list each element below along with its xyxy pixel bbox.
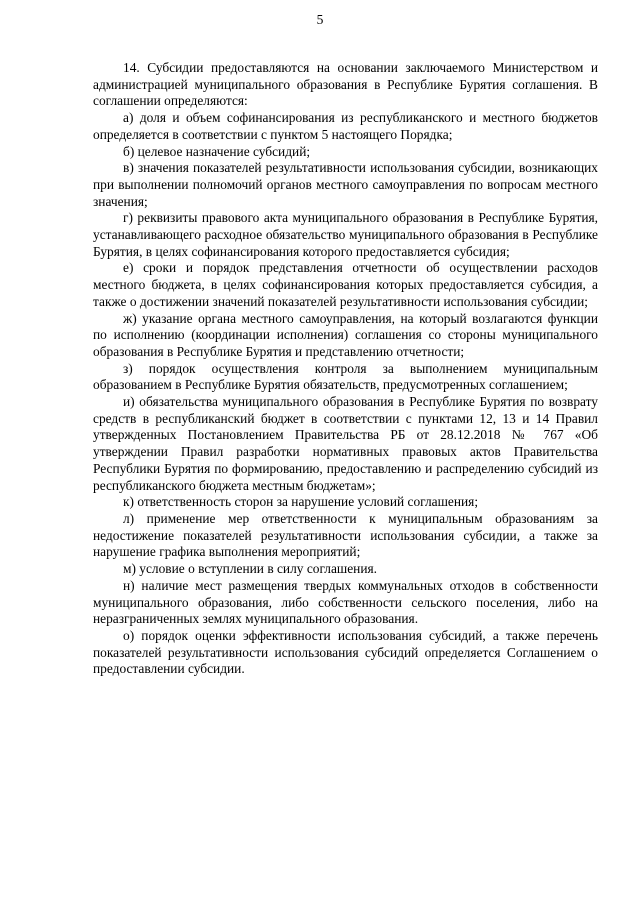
list-item-a: а) доля и объем софинансирования из республиканского и местного бюджетов определяется в соответствии с пунктом 5 настоящего Порядка; (93, 110, 598, 142)
list-item-i: и) обязательства муниципального образования в Республике Бурятия по возврату средств в республиканский бюджет в соответствии с пунктами 12, 13 и 14 Правил утвержденных Постановлением Правительства РБ от 28.12.2018 № 767 «Об утверждении Правил разработки нормативных правовых актов Правительства Республики Бурятия по формированию, предоставлению и распределению субсидий из республиканского бюджета местным бюджетам»; (93, 394, 598, 493)
list-item-m: м) условие о вступлении в силу соглашения. (123, 561, 377, 577)
list-item-zh: ж) указание органа местного самоуправления, на который возлагаются функции по исполнению (координации исполнения) соглашения со стороны муниципального образования в Республике Бурятия и представлению отчетности; (93, 310, 598, 359)
paragraph-14: 14. Субсидии предоставляются на основании заключаемого Министерством и администрацией муниципального образования в Республике Бурятия соглашения. В соглашении определяются: (93, 60, 598, 109)
list-item-e: е) сроки и порядок представления отчетности об осуществлении расходов местного бюджета, в целях софинансирования которых предоставляется субсидия, а также о достижении значений показателей результативности использования субсидии; (93, 260, 598, 309)
list-item-g: г) реквизиты правового акта муниципального образования в Республике Бурятия, устанавливающего расходное обязательство муниципального образования в Республике Бурятия, в целях софинансирования которого предоставляется субсидия; (93, 210, 598, 259)
document-body (93, 60, 598, 678)
list-item-b: б) целевое назначение субсидий; (123, 143, 311, 159)
list-item-k: к) ответственность сторон за нарушение условий соглашения; (123, 494, 479, 510)
page-number: 5 (316, 12, 324, 27)
list-item-v: в) значения показателей результативности использования субсидии, возникающих при выполнении полномочий органов местного самоуправления по вопросам местного значения; (93, 160, 598, 209)
list-item-l: л) применение мер ответственности к муниципальным образованиям за недостижение показателей результативности использования субсидии, а также за нарушение графика выполнения мероприятий; (93, 510, 598, 560)
list-item-z: з) порядок осуществления контроля за выполнением муниципальным образованием в Республике Бурятия обязательств, предусмотренных соглашением; (93, 360, 598, 393)
list-item-n: н) наличие мест размещения твердых коммунальных отходов в собственности муниципального образования, либо собственности сельского поселения, либо на неразграниченных землях муниципального образования. (93, 577, 598, 627)
list-item-o: о) порядок оценки эффективности использования субсидий, а также перечень показателей результативности использования субсидий определяется Соглашением о предоставлении субсидии. (93, 627, 598, 677)
